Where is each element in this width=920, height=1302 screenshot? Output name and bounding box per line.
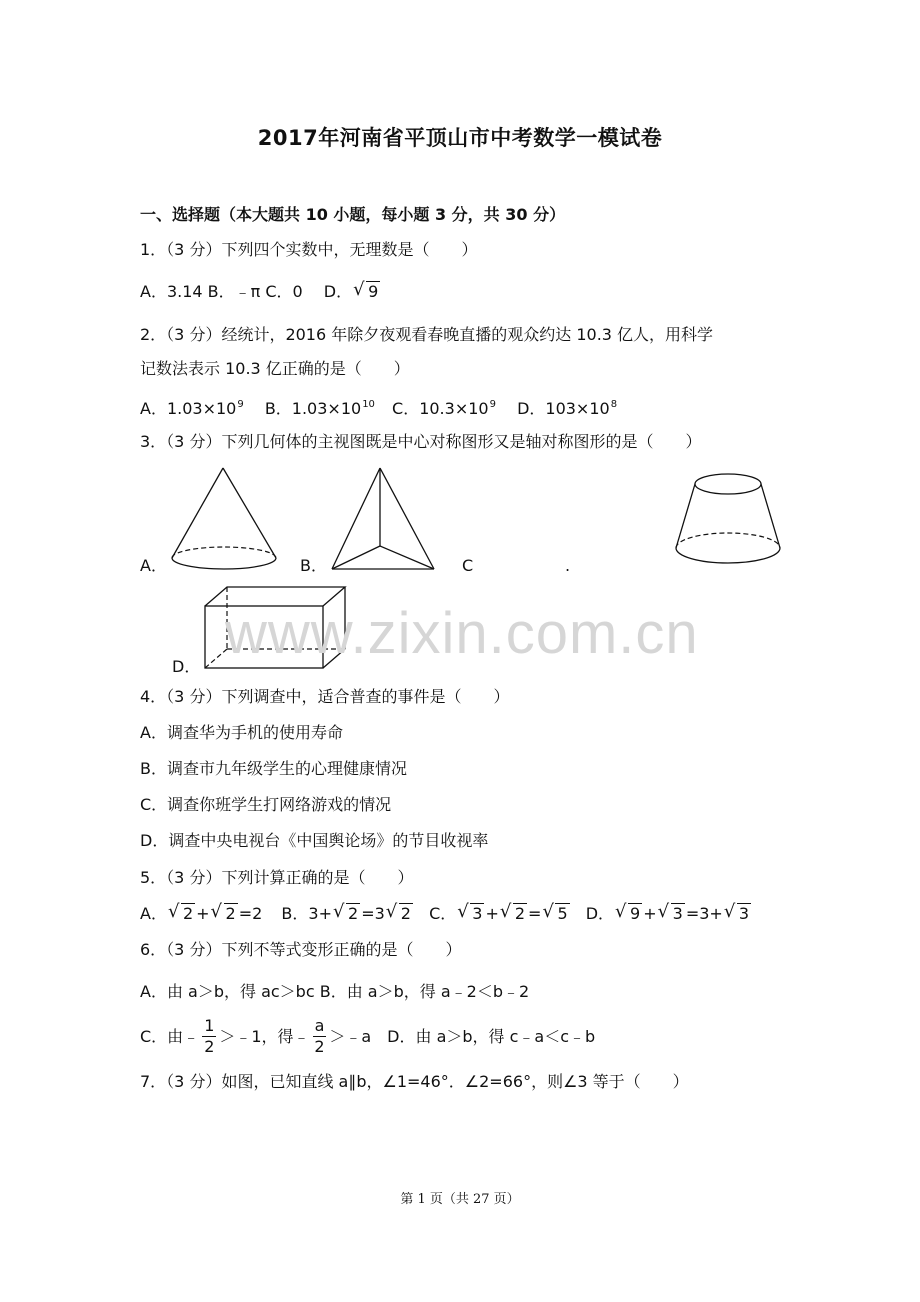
- page-footer: 第 1 页（共 27 页）: [400, 1192, 520, 1207]
- plus: +: [485, 904, 499, 923]
- q4-stem: 4．（3 分）下列调查中，适合普查的事件是（ ）: [140, 687, 510, 706]
- q5-b-label: B．3+: [281, 904, 332, 923]
- sqrt-3: √ 3: [457, 902, 484, 926]
- q5-d-mid: =3+: [685, 904, 723, 923]
- q6-c-post: ＞﹣a D．由 a＞b，得 c﹣a＜c﹣b: [329, 1026, 596, 1046]
- q2-exp-c: 9: [489, 399, 496, 410]
- q3-label-b: B．: [300, 556, 327, 575]
- sqrt-2: √ 2: [333, 902, 360, 926]
- q5-c-label: C．: [429, 904, 457, 923]
- q6-stem: 6．（3 分）下列不等式变形正确的是（ ）: [140, 940, 462, 959]
- q6-c-mid: ＞﹣1，得﹣: [219, 1026, 310, 1046]
- q3-label-d: D．: [172, 657, 201, 676]
- q5-options: A．√ 2 +√ 2 =2 B．3+√ 2 =3√ 2 C．√ 3 +√ 2 =√ 5 D．√ 9 +√ 3 =3+√ 3: [140, 902, 752, 926]
- q6-options-ab: A．由 a＞b，得 ac＞bc B．由 a＞b，得 a﹣2＜b﹣2: [140, 982, 530, 1001]
- sqrt-2: √ 2: [386, 902, 413, 926]
- sqrt-9: √ 9: [615, 902, 642, 926]
- q3-label-a: A．: [140, 556, 167, 575]
- q2-exp-a: 9: [237, 399, 244, 410]
- q2-option-c: C．10.3×10: [392, 399, 489, 418]
- sqrt-5: √ 5: [542, 902, 569, 926]
- sqrt-2: √ 2: [168, 902, 195, 926]
- q5-b-tail: =3: [361, 904, 385, 923]
- q6-options-cd: [140, 1016, 595, 1057]
- fraction-one-half: $\frac{1}{2}$: [204, 1016, 215, 1056]
- q1-stem: 1．（3 分）下列四个实数中，无理数是（ ）: [140, 240, 478, 259]
- q2-option-b: B．1.03×10: [264, 399, 362, 418]
- q2-stem-line2: 记数法表示 10.3 亿正确的是（ ）: [140, 359, 410, 378]
- q3-label-c-dot: .: [565, 556, 571, 575]
- q3-label-c: C: [462, 556, 474, 575]
- q2-exp-d: 8: [610, 399, 618, 410]
- plus: +: [643, 904, 657, 923]
- q1-options-text: A．3.14 B．﹣π C．0 D．: [140, 282, 353, 301]
- q4-option-d: D．调查中央电视台《中国舆论场》的节目收视率: [140, 831, 489, 850]
- frustum-figure: [672, 472, 784, 572]
- q4-option-b: B．调查市九年级学生的心理健康情况: [140, 759, 407, 778]
- q7-stem: 7．（3 分）如图，已知直线 a∥b，∠1=46°．∠2=66°，则∠3 等于（ ）: [140, 1072, 689, 1091]
- q5-a-tail: =2: [238, 904, 263, 923]
- q4-option-a: A．调查华为手机的使用寿命: [140, 723, 343, 742]
- q2-option-a: A．1.03×10: [140, 399, 237, 418]
- sqrt-2: √ 2: [500, 902, 527, 926]
- pyramid-figure: [330, 466, 436, 574]
- q2-option-d: D．103×10: [517, 399, 610, 418]
- q2-exp-b: 10: [362, 399, 375, 410]
- q2-stem-line1: 2．（3 分）经统计，2016 年除夕夜观看春晚直播的观众约达 10.3 亿人，用科学: [140, 325, 714, 344]
- plus: +: [196, 904, 210, 923]
- q5-d-label: D．: [585, 904, 615, 923]
- sqrt-3: √ 3: [658, 902, 685, 926]
- watermark: www.zixin.com.cn: [225, 601, 699, 666]
- q1-options: [140, 280, 381, 304]
- q4-option-c: C．调查你班学生打网络游戏的情况: [140, 795, 392, 814]
- cone-figure: [168, 466, 280, 574]
- sqrt-2: √ 2: [211, 902, 238, 926]
- page-title: 2017年河南省平顶山市中考数学一模试卷: [257, 126, 663, 150]
- sqrt-9: √ 9: [353, 280, 380, 304]
- q2-options: [140, 397, 617, 424]
- q6-c-pre: C．由﹣: [140, 1026, 200, 1046]
- section-heading: 一、选择题（本大题共 10 小题，每小题 3 分，共 30 分）: [140, 205, 566, 224]
- q3-stem: 3．（3 分）下列几何体的主视图既是中心对称图形又是轴对称图形的是（ ）: [140, 432, 702, 451]
- q5-a-label: A．: [140, 904, 167, 923]
- sqrt-3: √ 3: [724, 902, 751, 926]
- q5-stem: 5．（3 分）下列计算正确的是（ ）: [140, 868, 414, 887]
- fraction-a-half: $\frac{a}{2}$: [314, 1016, 325, 1056]
